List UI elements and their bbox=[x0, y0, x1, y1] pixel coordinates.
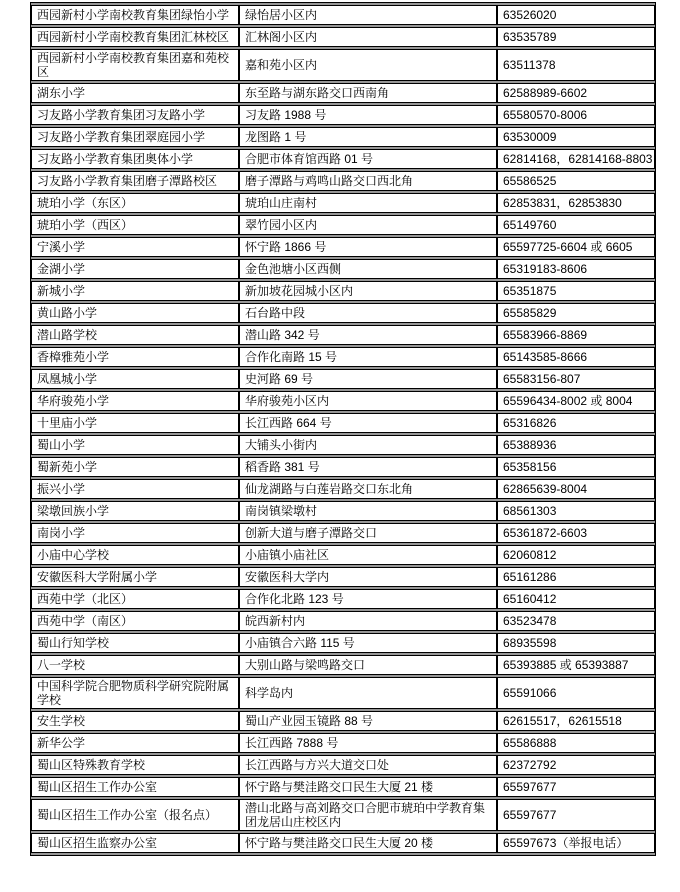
address-cell: 大别山路与梁鸣路交口 bbox=[239, 655, 497, 675]
table-row bbox=[31, 303, 655, 323]
school-cell: 凤凰城小学 bbox=[31, 369, 239, 389]
address-cell: 合作化北路 123 号 bbox=[239, 589, 497, 609]
address-cell: 石台路中段 bbox=[239, 303, 497, 323]
address-cell: 汇林阁小区内 bbox=[239, 27, 497, 47]
address-cell: 习友路 1988 号 bbox=[239, 105, 497, 125]
school-cell: 蜀新苑小学 bbox=[31, 457, 239, 477]
address-cell: 磨子潭路与鸡鸣山路交口西北角 bbox=[239, 171, 497, 191]
address-cell: 蜀山产业园玉镜路 88 号 bbox=[239, 711, 497, 731]
school-cell: 新华公学 bbox=[31, 733, 239, 753]
school-cell: 蜀山小学 bbox=[31, 435, 239, 455]
school-cell: 中国科学院合肥物质科学研究院附属学校 bbox=[31, 677, 239, 709]
table-row bbox=[31, 501, 655, 521]
phone-cell: 65596434-8002 或 8004 bbox=[497, 391, 655, 411]
phone-cell: 65591066 bbox=[497, 677, 655, 709]
table-row bbox=[31, 171, 655, 191]
school-cell: 小庙中心学校 bbox=[31, 545, 239, 565]
phone-cell: 63535789 bbox=[497, 27, 655, 47]
address-cell: 绿怡居小区内 bbox=[239, 5, 497, 25]
school-cell: 琥珀小学（西区） bbox=[31, 215, 239, 235]
school-cell: 习友路小学教育集团奥体小学 bbox=[31, 149, 239, 169]
phone-cell: 63530009 bbox=[497, 127, 655, 147]
school-cell: 蜀山区特殊教育学校 bbox=[31, 755, 239, 775]
table-row bbox=[31, 391, 655, 411]
table-row bbox=[31, 777, 655, 797]
phone-cell: 65586888 bbox=[497, 733, 655, 753]
phone-cell: 65393885 或 65393887 bbox=[497, 655, 655, 675]
address-cell: 东至路与湖东路交口西南角 bbox=[239, 83, 497, 103]
address-cell: 合作化南路 15 号 bbox=[239, 347, 497, 367]
school-cell: 蜀山行知学校 bbox=[31, 633, 239, 653]
school-cell: 琥珀小学（东区） bbox=[31, 193, 239, 213]
phone-cell: 65586525 bbox=[497, 171, 655, 191]
address-cell: 皖西新村内 bbox=[239, 611, 497, 631]
phone-cell: 65597673（举报电话） bbox=[497, 833, 655, 853]
address-cell: 潜山路 342 号 bbox=[239, 325, 497, 345]
phone-cell: 68561303 bbox=[497, 501, 655, 521]
address-cell: 小庙镇合六路 115 号 bbox=[239, 633, 497, 653]
address-cell: 琥珀山庄南村 bbox=[239, 193, 497, 213]
table-row bbox=[31, 27, 655, 47]
table-row bbox=[31, 457, 655, 477]
phone-cell: 65161286 bbox=[497, 567, 655, 587]
school-cell: 华府骏苑小学 bbox=[31, 391, 239, 411]
address-cell: 南岗镇梁墩村 bbox=[239, 501, 497, 521]
table-row bbox=[31, 347, 655, 367]
school-cell: 安徽医科大学附属小学 bbox=[31, 567, 239, 587]
school-contact-table-body bbox=[31, 5, 655, 853]
table-row bbox=[31, 567, 655, 587]
phone-cell: 63523478 bbox=[497, 611, 655, 631]
phone-cell: 65583156-807 bbox=[497, 369, 655, 389]
school-cell: 习友路小学教育集团磨子潭路校区 bbox=[31, 171, 239, 191]
table-row bbox=[31, 369, 655, 389]
table-row bbox=[31, 281, 655, 301]
address-cell: 潜山北路与高刘路交口合肥市琥珀中学教育集团龙居山庄校区内 bbox=[239, 799, 497, 831]
phone-cell: 65316826 bbox=[497, 413, 655, 433]
phone-cell: 65585829 bbox=[497, 303, 655, 323]
table-row bbox=[31, 545, 655, 565]
table-row bbox=[31, 5, 655, 25]
school-cell: 西苑中学（南区） bbox=[31, 611, 239, 631]
table-row bbox=[31, 799, 655, 831]
phone-cell: 65361872-6603 bbox=[497, 523, 655, 543]
phone-cell: 65580570-8006 bbox=[497, 105, 655, 125]
phone-cell: 68935598 bbox=[497, 633, 655, 653]
address-cell: 小庙镇小庙社区 bbox=[239, 545, 497, 565]
table-row bbox=[31, 833, 655, 853]
address-cell: 仙龙湖路与白莲岩路交口东北角 bbox=[239, 479, 497, 499]
phone-cell: 62372792 bbox=[497, 755, 655, 775]
table-row bbox=[31, 325, 655, 345]
address-cell: 金色池塘小区西侧 bbox=[239, 259, 497, 279]
school-cell: 振兴小学 bbox=[31, 479, 239, 499]
address-cell: 怀宁路 1866 号 bbox=[239, 237, 497, 257]
address-cell: 嘉和苑小区内 bbox=[239, 49, 497, 81]
school-cell: 蜀山区招生工作办公室（报名点） bbox=[31, 799, 239, 831]
address-cell: 怀宁路与樊洼路交口民生大厦 20 楼 bbox=[239, 833, 497, 853]
address-cell: 合肥市体育馆西路 01 号 bbox=[239, 149, 497, 169]
school-cell: 潜山路学校 bbox=[31, 325, 239, 345]
school-cell: 蜀山区招生工作办公室 bbox=[31, 777, 239, 797]
table-row bbox=[31, 479, 655, 499]
school-cell: 八一学校 bbox=[31, 655, 239, 675]
table-row bbox=[31, 755, 655, 775]
table-row bbox=[31, 523, 655, 543]
phone-cell: 65351875 bbox=[497, 281, 655, 301]
table-row bbox=[31, 127, 655, 147]
school-cell: 十里庙小学 bbox=[31, 413, 239, 433]
address-cell: 新加坡花园城小区内 bbox=[239, 281, 497, 301]
phone-cell: 62060812 bbox=[497, 545, 655, 565]
school-cell: 西园新村小学南校教育集团绿怡小学 bbox=[31, 5, 239, 25]
table-row bbox=[31, 193, 655, 213]
address-cell: 稻香路 381 号 bbox=[239, 457, 497, 477]
school-cell: 宁溪小学 bbox=[31, 237, 239, 257]
table-row bbox=[31, 83, 655, 103]
school-cell: 蜀山区招生监察办公室 bbox=[31, 833, 239, 853]
address-cell: 大铺头小街内 bbox=[239, 435, 497, 455]
table-row bbox=[31, 105, 655, 125]
address-cell: 长江西路 664 号 bbox=[239, 413, 497, 433]
school-cell: 香樟雅苑小学 bbox=[31, 347, 239, 367]
school-cell: 南岗小学 bbox=[31, 523, 239, 543]
phone-cell: 62814168，62814168-8803 bbox=[497, 149, 655, 169]
address-cell: 安徽医科大学内 bbox=[239, 567, 497, 587]
phone-cell: 65583966-8869 bbox=[497, 325, 655, 345]
phone-cell: 62588989-6602 bbox=[497, 83, 655, 103]
phone-cell: 65597725-6604 或 6605 bbox=[497, 237, 655, 257]
table-row bbox=[31, 413, 655, 433]
school-cell: 西园新村小学南校教育集团嘉和苑校区 bbox=[31, 49, 239, 81]
address-cell: 史河路 69 号 bbox=[239, 369, 497, 389]
school-cell: 新城小学 bbox=[31, 281, 239, 301]
phone-cell: 62615517，62615518 bbox=[497, 711, 655, 731]
table-row bbox=[31, 237, 655, 257]
address-cell: 怀宁路与樊洼路交口民生大厦 21 楼 bbox=[239, 777, 497, 797]
address-cell: 长江西路与方兴大道交口处 bbox=[239, 755, 497, 775]
phone-cell: 65597677 bbox=[497, 799, 655, 831]
phone-cell: 65388936 bbox=[497, 435, 655, 455]
address-cell: 翠竹园小区内 bbox=[239, 215, 497, 235]
address-cell: 华府骏苑小区内 bbox=[239, 391, 497, 411]
table-row bbox=[31, 49, 655, 81]
table-row bbox=[31, 677, 655, 709]
address-cell: 龙图路 1 号 bbox=[239, 127, 497, 147]
table-row bbox=[31, 733, 655, 753]
school-cell: 西苑中学（北区） bbox=[31, 589, 239, 609]
address-cell: 科学岛内 bbox=[239, 677, 497, 709]
phone-cell: 62865639-8004 bbox=[497, 479, 655, 499]
school-contact-table bbox=[30, 2, 656, 856]
table-row bbox=[31, 655, 655, 675]
table-row bbox=[31, 215, 655, 235]
phone-cell: 65160412 bbox=[497, 589, 655, 609]
phone-cell: 62853831，62853830 bbox=[497, 193, 655, 213]
school-cell: 金湖小学 bbox=[31, 259, 239, 279]
phone-cell: 65149760 bbox=[497, 215, 655, 235]
phone-cell: 63526020 bbox=[497, 5, 655, 25]
phone-cell: 65143585-8666 bbox=[497, 347, 655, 367]
school-cell: 梁墩回族小学 bbox=[31, 501, 239, 521]
school-cell: 湖东小学 bbox=[31, 83, 239, 103]
table-row bbox=[31, 435, 655, 455]
phone-cell: 65358156 bbox=[497, 457, 655, 477]
table-row bbox=[31, 633, 655, 653]
table-row bbox=[31, 589, 655, 609]
school-cell: 黄山路小学 bbox=[31, 303, 239, 323]
table-row bbox=[31, 611, 655, 631]
table-row bbox=[31, 259, 655, 279]
school-cell: 习友路小学教育集团翠庭园小学 bbox=[31, 127, 239, 147]
address-cell: 创新大道与磨子潭路交口 bbox=[239, 523, 497, 543]
school-cell: 习友路小学教育集团习友路小学 bbox=[31, 105, 239, 125]
school-cell: 西园新村小学南校教育集团汇林校区 bbox=[31, 27, 239, 47]
table-row bbox=[31, 711, 655, 731]
phone-cell: 65319183-8606 bbox=[497, 259, 655, 279]
table-row bbox=[31, 149, 655, 169]
school-cell: 安生学校 bbox=[31, 711, 239, 731]
phone-cell: 65597677 bbox=[497, 777, 655, 797]
address-cell: 长江西路 7888 号 bbox=[239, 733, 497, 753]
phone-cell: 63511378 bbox=[497, 49, 655, 81]
